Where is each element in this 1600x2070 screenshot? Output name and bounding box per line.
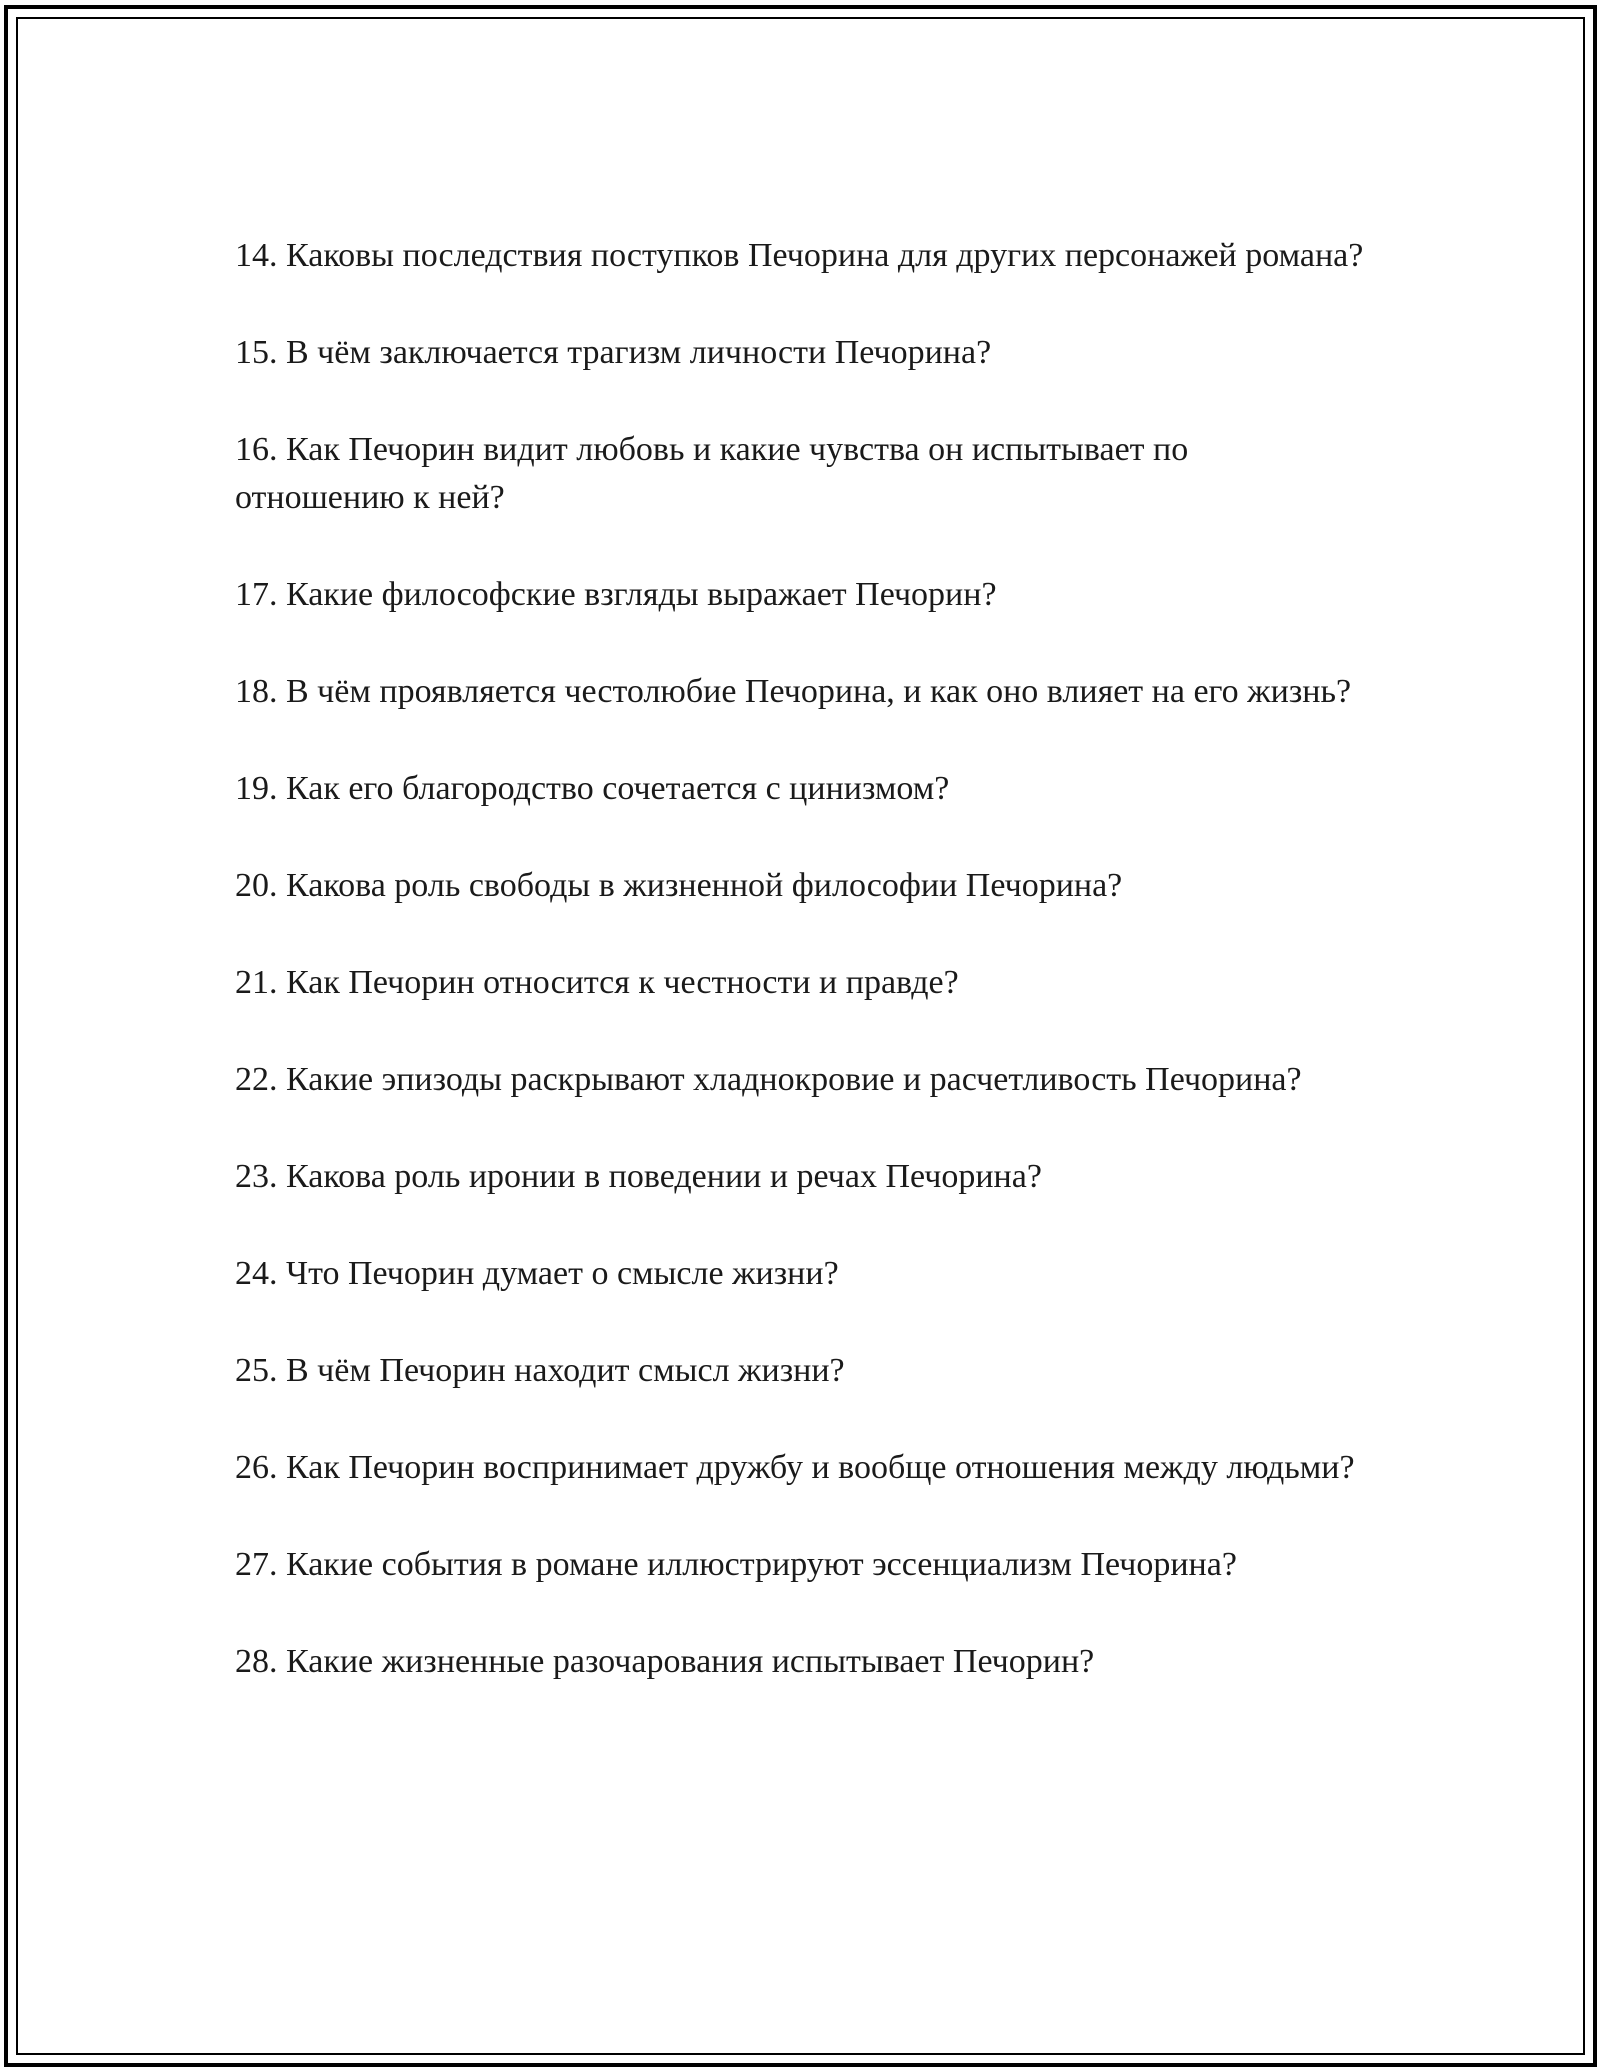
question-23: 23. Какова роль иронии в поведении и речах Печорина? <box>235 1158 1042 1195</box>
question-22: 22. Какие эпизоды раскрывают хладнокровие и расчетливость Печорина? <box>235 1061 1302 1098</box>
question-19: 19. Как его благородство сочетается с цинизмом? <box>235 770 950 807</box>
question-24: 24. Что Печорин думает о смысле жизни? <box>235 1255 839 1292</box>
question-14: 14. Каковы последствия поступков Печорина для других персонажей романа? <box>235 237 1364 274</box>
question-15: 15. В чём заключается трагизм личности Печорина? <box>235 334 992 371</box>
question-25: 25. В чём Печорин находит смысл жизни? <box>235 1352 845 1389</box>
question-20: 20. Какова роль свободы в жизненной философии Печорина? <box>235 867 1123 904</box>
question-17: 17. Какие философские взгляды выражает Печорин? <box>235 576 997 613</box>
question-27: 27. Какие события в романе иллюстрируют эссенциализм Печорина? <box>235 1546 1237 1583</box>
question-list <box>235 232 1365 1735</box>
question-21: 21. Как Печорин относится к честности и правде? <box>235 964 959 1001</box>
question-18: 18. В чём проявляется честолюбие Печорина, и как оно влияет на его жизнь? <box>235 673 1352 710</box>
question-16: 16. Как Печорин видит любовь и какие чувства он испытывает по отношению к ней? <box>235 431 1189 516</box>
question-26: 26. Как Печорин воспринимает дружбу и вообще отношения между людьми? <box>235 1449 1355 1486</box>
question-28: 28. Какие жизненные разочарования испытывает Печорин? <box>235 1643 1095 1680</box>
